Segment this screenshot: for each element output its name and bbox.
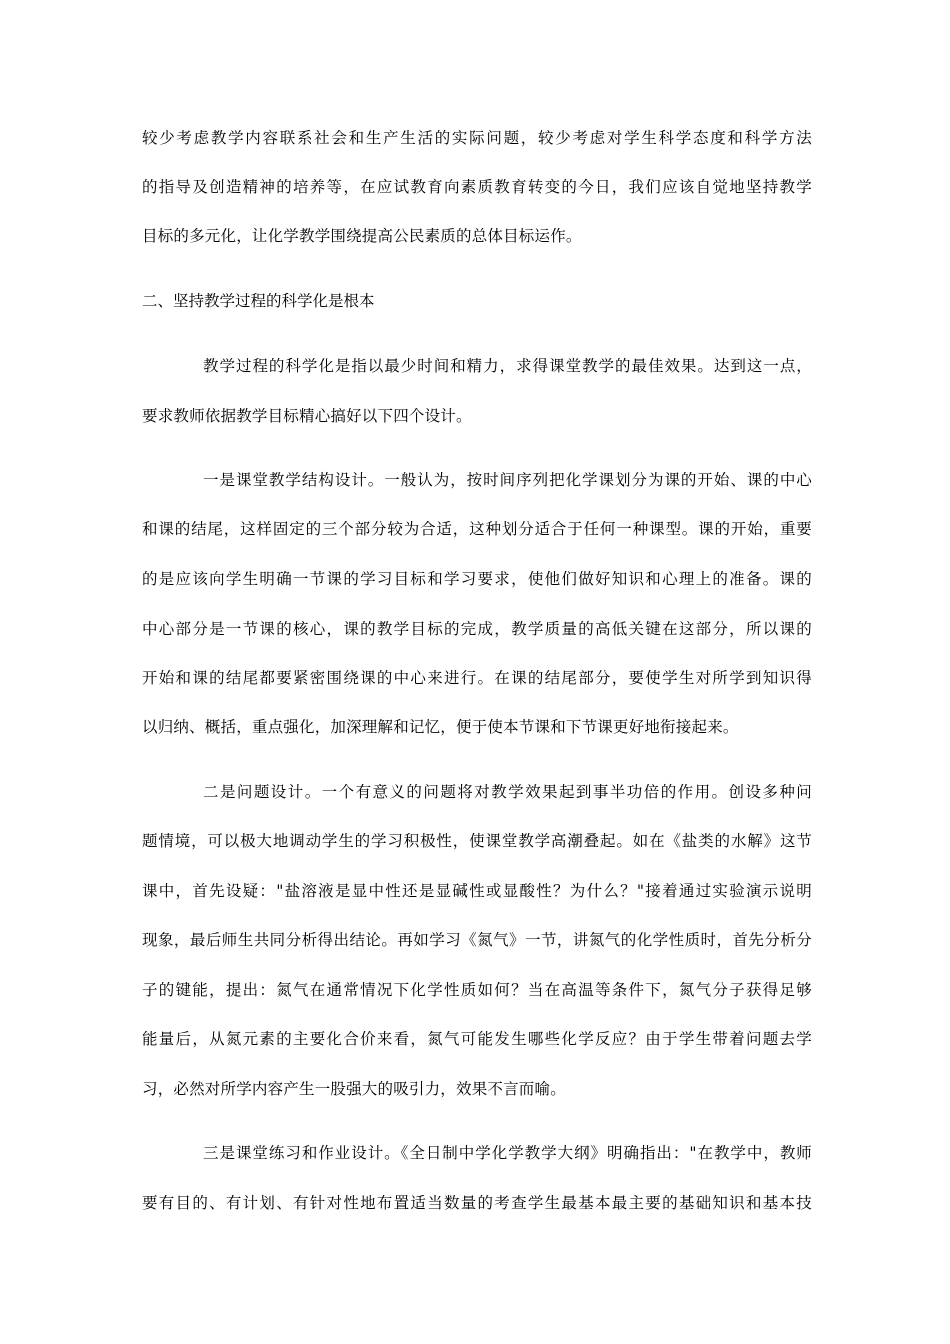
paragraph-line: 要有目的、有计划、有针对性地布置适当数量的考查学生最基本最主要的基础知识和基本技 [142, 1194, 812, 1212]
paragraph-line: 子的键能，提出：氮气在通常情况下化学性质如何？当在高温等条件下，氮气分子获得足够 [142, 981, 812, 999]
intro-paragraph-line: 的指导及创造精神的培养等，在应试教育向素质教育转变的今日，我们应该自觉地坚持教学 [142, 178, 812, 196]
paragraph-line: 三是课堂练习和作业设计。《全日制中学化学教学大纲》明确指出："在教学中，教师 [203, 1144, 812, 1162]
paragraph-line: 教学过程的科学化是指以最少时间和精力，求得课堂教学的最佳效果。达到这一点， [203, 357, 812, 375]
paragraph-line: 以归纳、概括，重点强化，加深理解和记忆，便于使本节课和下节课更好地衔接起来。 [142, 718, 739, 736]
paragraph-line: 现象，最后师生共同分析得出结论。再如学习《氮气》一节，讲氮气的化学性质时，首先分析分 [142, 931, 812, 949]
paragraph-line: 和课的结尾，这样固定的三个部分较为合适，这种划分适合于任何一种课型。课的开始，重要 [142, 520, 812, 538]
intro-paragraph-line: 较少考虑教学内容联系社会和生产生活的实际问题，较少考虑对学生科学态度和科学方法 [142, 129, 812, 147]
paragraph-line: 二是问题设计。一个有意义的问题将对教学效果起到事半功倍的作用。创设多种问 [203, 783, 812, 801]
section-heading: 二、坚持教学过程的科学化是根本 [142, 292, 375, 310]
intro-paragraph-line: 目标的多元化，让化学教学围绕提高公民素质的总体目标运作。 [142, 227, 582, 245]
paragraph-line: 的是应该向学生明确一节课的学习目标和学习要求，使他们做好知识和心理上的准备。课的 [142, 570, 812, 588]
paragraph-line: 题情境，可以极大地调动学生的学习积极性，使课堂教学高潮叠起。如在《盐类的水解》这节 [142, 832, 812, 850]
paragraph-line: 习，必然对所学内容产生一股强大的吸引力，效果不言而喻。 [142, 1080, 566, 1098]
paragraph-line: 要求教师依据教学目标精心搞好以下四个设计。 [142, 407, 472, 425]
paragraph-line: 能量后，从氮元素的主要化合价来看，氮气可能发生哪些化学反应？由于学生带着问题去学 [142, 1030, 812, 1048]
paragraph-line: 开始和课的结尾都要紧密围绕课的中心来进行。在课的结尾部分，要使学生对所学到知识得 [142, 669, 812, 687]
paragraph-line: 课中，首先设疑："盐溶液是显中性还是显碱性或显酸性？为什么？"接着通过实验演示说明 [142, 882, 812, 900]
paragraph-line: 中心部分是一节课的核心，课的教学目标的完成，教学质量的高低关键在这部分，所以课的 [142, 620, 812, 638]
paragraph-line: 一是课堂教学结构设计。一般认为，按时间序列把化学课划分为课的开始、课的中心 [203, 471, 812, 489]
